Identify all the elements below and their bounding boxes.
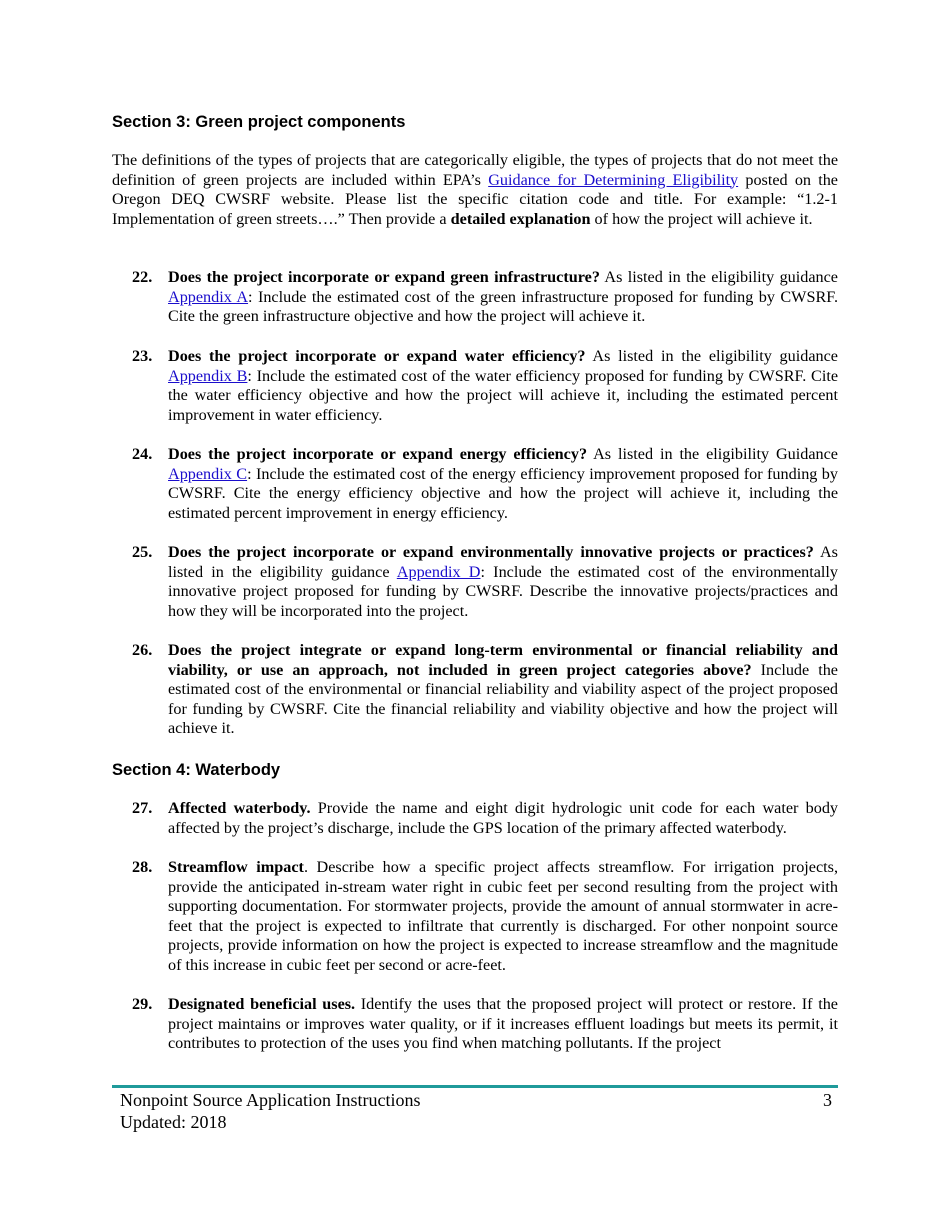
footer-updated-date: Updated: 2018	[120, 1112, 227, 1132]
item-text-post: . Describe how a specific project affects streamflow. For irrigation projects, provide the anticipated in-stream water right in cubic feet per second resulting from the project with supporting documentation. For stormwater projects, provide the amount of annual stormwater in acre-feet that the project is expected to infiltrate that currently is discharged. For other nonpoint source projects, provide information on how the project is expected to increase streamflow and the magnitude of this increase in cubic feet per second or acre-feet.	[168, 858, 839, 974]
guidance-eligibility-link[interactable]: Guidance for Determining Eligibility	[488, 170, 739, 189]
list-item-29	[112, 995, 838, 1054]
item-question: Does the project incorporate or expand environmentally innovative projects or practices?	[168, 543, 814, 561]
list-item-23	[112, 347, 838, 425]
item-text-post: : Include the estimated cost of the green infrastructure proposed for funding by CWSRF. Cite the green infrastructure objective and how the project will achieve it.	[168, 287, 838, 326]
item-number: 26.	[132, 641, 153, 659]
item-number: 22.	[132, 268, 153, 286]
item-text-pre: As listed in the eligibility Guidance	[587, 445, 838, 463]
item-text-post: Identify the uses that the proposed project will protect or restore. If the project maintains or improves water quality, or if it increases effluent loadings but meets its permit, it contributes to protection of the uses you find when matching pollutants. If the project	[168, 995, 838, 1053]
list-item-22	[112, 268, 838, 327]
item-title: Designated beneficial uses.	[168, 995, 356, 1013]
item-number: 25.	[132, 543, 153, 561]
item-text-post: : Include the estimated cost of the energy efficiency improvement proposed for funding by CWSRF. Cite the energy efficiency objective and how the project will achieve it, including the estimated percent improvement in energy efficiency.	[168, 464, 838, 522]
intro-bold-text: detailed explanation	[450, 209, 591, 228]
section-3-intro	[112, 151, 838, 229]
item-body	[168, 799, 838, 838]
item-question: Does the project incorporate or expand energy efficiency?	[168, 445, 588, 463]
list-item-24	[112, 445, 838, 523]
appendix-a-link[interactable]: Appendix A	[168, 287, 249, 306]
appendix-c-link[interactable]: Appendix C	[168, 464, 248, 483]
appendix-b-link[interactable]: Appendix B	[168, 366, 248, 385]
item-question: Does the project integrate or expand long-term environmental or financial reliability and viability, or use an approach, not included in green project categories above?	[168, 641, 838, 679]
item-question: Does the project incorporate or expand water efficiency?	[168, 347, 586, 365]
section-3-heading: Section 3: Green project components	[112, 113, 406, 131]
item-number: 28.	[132, 858, 153, 876]
page-number: 3	[823, 1090, 832, 1110]
item-number: 27.	[132, 799, 153, 817]
list-item-27	[112, 799, 838, 838]
footer-divider	[112, 1085, 838, 1088]
item-number: 29.	[132, 995, 153, 1013]
item-text-post: : Include the estimated cost of the environmentally innovative project proposed for funding by CWSRF. Describe the innovative projects/practices and how they will be incorporated into the project.	[168, 562, 839, 620]
item-body	[168, 641, 838, 739]
item-body	[168, 995, 838, 1054]
item-text-post: Provide the name and eight digit hydrologic unit code for each water body affected by the project’s discharge, include the GPS location of the primary affected waterbody.	[168, 799, 839, 837]
intro-text-b: posted on the Oregon DEQ CWSRF website. Please list the specific citation code and title. For example: “1.2-1 Implementation of green streets….” Then provide a	[112, 170, 838, 228]
list-item-26	[112, 641, 838, 739]
item-number: 23.	[132, 347, 153, 365]
item-text-pre: As listed in the eligibility guidance	[599, 268, 838, 286]
item-body	[168, 268, 838, 327]
section-4-heading: Section 4: Waterbody	[112, 761, 281, 779]
list-item-25	[112, 543, 838, 621]
item-title: Streamflow impact	[168, 858, 304, 876]
item-question: Does the project incorporate or expand green infrastructure?	[168, 268, 600, 286]
list-item-28	[112, 858, 838, 976]
page-footer	[120, 1089, 832, 1133]
item-text-post: Include the estimated cost of the environmental or financial reliability and viability aspect of the project proposed for funding by CWSRF. Cite the financial reliability and viability objective and how the project will achieve it.	[168, 660, 838, 738]
item-text-pre: As listed in the eligibility guidance	[585, 347, 838, 365]
appendix-d-link[interactable]: Appendix D	[396, 562, 481, 581]
item-text-post: : Include the estimated cost of the water efficiency proposed for funding by CWSRF. Cite the water efficiency objective and how the project will achieve it, including the estimated percent improvement in water efficiency.	[168, 366, 838, 424]
item-title: Affected waterbody.	[168, 799, 311, 817]
intro-text-a: The definitions of the types of projects that are categorically eligible, the types of projects that do not meet the definition of green projects are included within EPA’s	[112, 151, 838, 189]
item-body	[168, 347, 838, 425]
item-body	[168, 445, 838, 523]
intro-text-c: of how the project will achieve it.	[590, 209, 813, 228]
item-body	[168, 858, 838, 976]
footer-document-title: Nonpoint Source Application Instructions	[120, 1090, 421, 1110]
item-text-pre: As listed in the eligibility guidance	[168, 543, 838, 581]
item-number: 24.	[132, 445, 153, 463]
item-body	[168, 543, 838, 621]
